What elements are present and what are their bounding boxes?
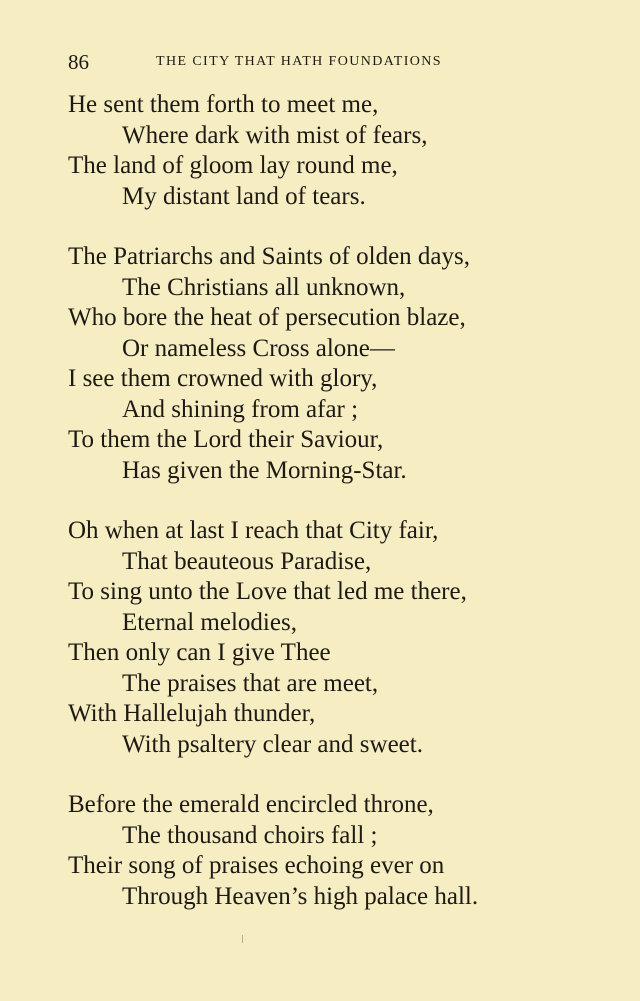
poem-line: With psaltery clear and sweet. <box>122 730 423 758</box>
poem-line: Before the emerald encircled throne, <box>68 791 434 818</box>
print-speck <box>242 935 243 943</box>
poem-line: Then only can I give Thee <box>68 639 331 666</box>
poem <box>68 90 588 942</box>
poem-line: Oh when at last I reach that City fair, <box>68 517 439 544</box>
stanza-1 <box>68 90 588 212</box>
poem-line: Who bore the heat of persecution blaze, <box>68 304 466 331</box>
poem-line: That beauteous Paradise, <box>122 547 372 575</box>
poem-line: Has given the Morning-Star. <box>122 456 407 484</box>
page-number: 86 <box>68 50 89 74</box>
poem-line: With Hallelujah thunder, <box>68 700 316 727</box>
poem-line: Eternal melodies, <box>122 608 297 636</box>
poem-line: Where dark with mist of fears, <box>122 121 428 149</box>
poem-line: I see them crowned with glory, <box>68 365 378 392</box>
poem-line: And shining from afar ; <box>122 395 359 423</box>
stanza-2 <box>68 242 588 486</box>
poem-line: To them the Lord their Saviour, <box>68 426 384 453</box>
poem-line: He sent them forth to meet me, <box>68 91 379 118</box>
poem-line: Through Heaven’s high palace hall. <box>122 882 479 910</box>
poem-line: Their song of praises echoing ever on <box>68 852 445 879</box>
running-title: THE CITY THAT HATH FOUNDATIONS <box>156 54 442 69</box>
poem-line: The land of gloom lay round me, <box>68 152 398 179</box>
poem-line: The praises that are meet, <box>122 669 379 697</box>
stanza-4 <box>68 790 588 912</box>
poem-line: Or nameless Cross alone— <box>122 334 395 362</box>
poem-line: My distant land of tears. <box>122 182 366 210</box>
page-header <box>68 50 548 74</box>
poem-line: The Christians all unknown, <box>122 273 406 301</box>
poem-line: The Patriarchs and Saints of olden days, <box>68 243 470 270</box>
stanza-3 <box>68 516 588 760</box>
poem-line: To sing unto the Love that led me there, <box>68 578 467 605</box>
poem-line: The thousand choirs fall ; <box>122 821 378 849</box>
